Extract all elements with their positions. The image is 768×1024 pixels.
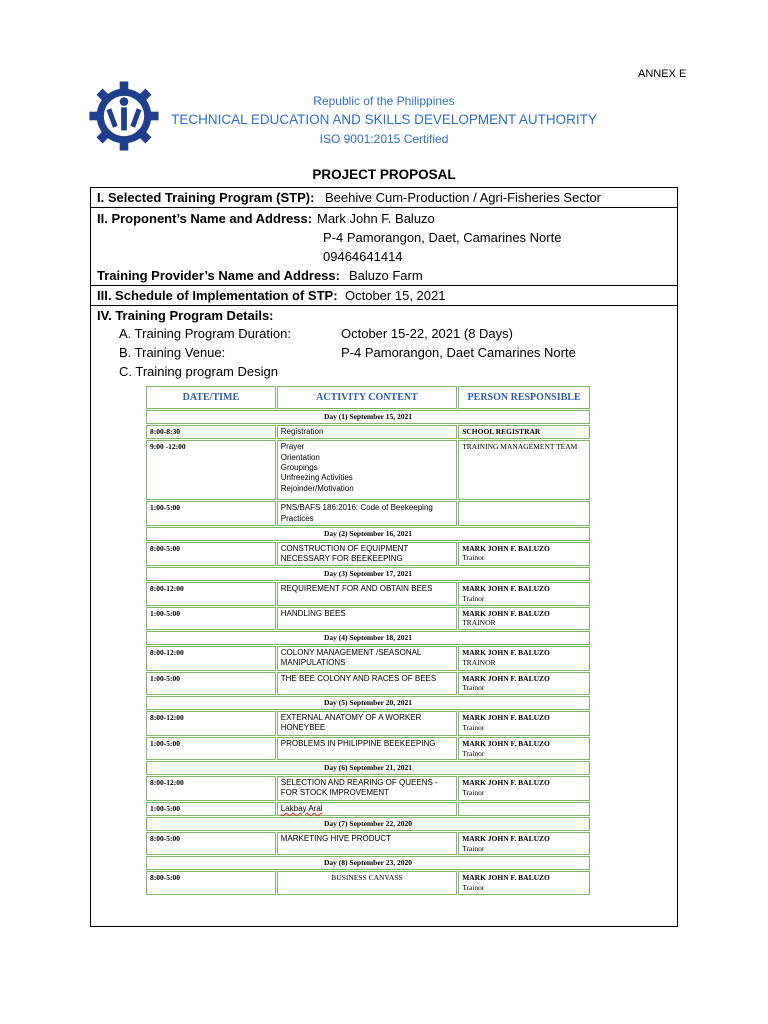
activity-line: Orientation [280, 452, 320, 462]
proponent-label: II. Proponent’s Name and Address: [97, 211, 313, 226]
table-row [146, 802, 590, 816]
time-cell: 1:00-5:00 [146, 802, 276, 816]
person-role: Trainor [462, 722, 485, 732]
table-row [146, 776, 590, 801]
tesda-logo-icon [88, 80, 160, 152]
proponent-phone: 09464641414 [323, 249, 403, 264]
person-name: MARK JOHN F. BALUZO [462, 778, 550, 788]
person-name: MARK JOHN F. BALUZO [462, 673, 550, 683]
person-cell: TRAINING MANAGEMENT TEAM [458, 440, 590, 500]
section-stp [91, 188, 677, 208]
table-row [146, 711, 590, 736]
activity-cell [277, 802, 457, 816]
venue-value: P-4 Pamorangon, Daet Camarines Norte [341, 345, 576, 360]
duration-value: October 15-22, 2021 (8 Days) [341, 326, 513, 341]
activity-cell: PROBLEMS IN PHILIPPINE BEEKEEPING [277, 737, 457, 761]
person-role: TRAINOR [462, 618, 496, 628]
time-cell: 8:00-12:00 [146, 646, 276, 671]
activity-line: Groupings [280, 462, 318, 472]
day-8-row: Day (8) September 23, 2020 [146, 856, 590, 870]
time-cell: 8:00-5:00 [146, 871, 276, 895]
person-role: TRAINOR [462, 657, 496, 667]
person-name: MARK JOHN F. BALUZO [462, 833, 550, 843]
day-2-row: Day (2) September 16, 2021 [146, 527, 590, 541]
table-row [146, 440, 590, 500]
person-name: MARK JOHN F. BALUZO [462, 873, 550, 883]
time-cell: 8:00-12:00 [146, 711, 276, 736]
time-cell: 8:00-5:00 [146, 542, 276, 567]
table-row [146, 582, 590, 606]
table-row [146, 501, 590, 526]
activity-cell: THE BEE COLONY AND RACES OF BEES [277, 672, 457, 696]
activity-cell: MARKETING HIVE PRODUCT [277, 832, 457, 856]
time-cell: 1:00-5:00 [146, 672, 276, 696]
person-cell: SCHOOL REGISTRAR [458, 425, 590, 439]
person-role: Trainor [462, 593, 485, 603]
time-cell: 8:00-8:30 [146, 425, 276, 439]
section-schedule [91, 286, 677, 306]
activity-cell: REQUIREMENT FOR AND OBTAIN BEES [277, 582, 457, 606]
table-row [146, 737, 590, 761]
table-row [146, 672, 590, 696]
activity-cell: PNS/BAFS 186:2016: Code of Beekeeping Practices [277, 501, 457, 526]
proponent-name: Mark John F. Baluzo [317, 211, 435, 226]
person-cell [458, 542, 590, 567]
activity-cell: COLONY MANAGEMENT /SEASONAL MANIPULATIONS [277, 646, 457, 671]
section-proponent [91, 208, 677, 286]
person-name: MARK JOHN F. BALUZO [462, 584, 550, 594]
time-cell: 8:00-12:00 [146, 776, 276, 801]
activity-line: Prayer [280, 442, 305, 452]
person-name: MARK JOHN F. BALUZO [462, 647, 550, 657]
day-3-row: Day (3) September 17, 2021 [146, 567, 590, 581]
person-name: MARK JOHN F. BALUZO [462, 543, 550, 553]
person-role: Trainor [462, 882, 485, 892]
person-role: Trainor [462, 787, 485, 797]
document-title: PROJECT PROPOSAL [312, 167, 456, 182]
header-activity: ACTIVITY CONTENT [277, 386, 457, 409]
design-label: C. Training program Design [119, 364, 278, 379]
header-republic: Republic of the Philippines [313, 94, 455, 108]
header-date-time: DATE/TIME [146, 386, 276, 409]
person-cell [458, 776, 590, 801]
person-role: Trainor [462, 843, 485, 853]
activity-line: Unfreezing Activities [280, 473, 353, 483]
person-cell [458, 737, 590, 761]
table-row [146, 542, 590, 567]
table-row [146, 646, 590, 671]
day-5-row: Day (5) September 20, 2021 [146, 696, 590, 710]
duration-label: A. Training Program Duration: [119, 326, 291, 341]
person-cell [458, 582, 590, 606]
annex-label: ANNEX E [638, 68, 687, 80]
training-schedule-table [145, 385, 591, 896]
person-cell [458, 672, 590, 696]
provider-label: Training Provider’s Name and Address: [97, 268, 340, 283]
stp-value: Beehive Cum-Production / Agri-Fisheries Sector [325, 190, 602, 205]
time-cell: 1:00-5:00 [146, 607, 276, 631]
activity-cell: BUSINESS CANVASS [277, 871, 457, 895]
stp-label: I. Selected Training Program (STP): [97, 190, 315, 205]
header-person: PERSON RESPONSIBLE [458, 386, 590, 409]
schedule-value: October 15, 2021 [345, 288, 446, 303]
table-row [146, 425, 590, 439]
person-cell [458, 646, 590, 671]
activity-cell: Registration [277, 425, 457, 439]
activity-text: Lakbay Aral [280, 803, 323, 813]
person-role: Trainor [462, 683, 485, 693]
schedule-label: III. Schedule of Implementation of STP: [97, 288, 338, 303]
header-agency: TECHNICAL EDUCATION AND SKILLS DEVELOPMENT AUTHORITY [171, 112, 597, 127]
person-cell [458, 711, 590, 736]
header-iso: ISO 9001:2015 Certified [319, 132, 449, 146]
person-name: MARK JOHN F. BALUZO [462, 738, 550, 748]
venue-label: B. Training Venue: [119, 345, 226, 360]
table-row [146, 871, 590, 895]
person-name: MARK JOHN F. BALUZO [462, 712, 550, 722]
time-cell: 8:00-12:00 [146, 582, 276, 606]
person-cell [458, 832, 590, 856]
activity-cell: CONSTRUCTION OF EQUIPMENT NECESSARY FOR BEEKEEPING [277, 542, 457, 567]
activity-line: Rejoinder/Motivation [280, 483, 354, 493]
time-cell: 1:00-5:00 [146, 501, 276, 526]
day-4-row: Day (4) September 18, 2021 [146, 631, 590, 645]
person-role: Trainor [462, 748, 485, 758]
table-header-row [146, 386, 590, 409]
day-6-row: Day (6) September 21, 2021 [146, 761, 590, 775]
time-cell: 1:00-5:00 [146, 737, 276, 761]
person-cell [458, 501, 590, 526]
person-cell [458, 607, 590, 631]
activity-cell [277, 440, 457, 500]
day-1-row: Day (1) September 15, 2021 [146, 410, 590, 424]
time-cell: 9:00 -12:00 [146, 440, 276, 500]
proponent-address: P-4 Pamorangon, Daet, Camarines Norte [323, 230, 562, 245]
day-7-row: Day (7) September 22, 2020 [146, 817, 590, 831]
person-name: MARK JOHN F. BALUZO [462, 608, 550, 618]
table-row [146, 832, 590, 856]
person-cell [458, 802, 590, 816]
activity-cell: HANDLING BEES [277, 607, 457, 631]
details-label: IV. Training Program Details: [97, 308, 274, 323]
table-row [146, 607, 590, 631]
activity-cell: SELECTION AND REARING OF QUEENS - FOR STOCK IMPROVEMENT [277, 776, 457, 801]
provider-value: Baluzo Farm [349, 268, 423, 283]
person-cell [458, 871, 590, 895]
time-cell: 8:00-5:00 [146, 832, 276, 856]
activity-cell: EXTERNAL ANATOMY OF A WORKER HONEYBEE [277, 711, 457, 736]
person-role: Trainor [462, 553, 485, 563]
